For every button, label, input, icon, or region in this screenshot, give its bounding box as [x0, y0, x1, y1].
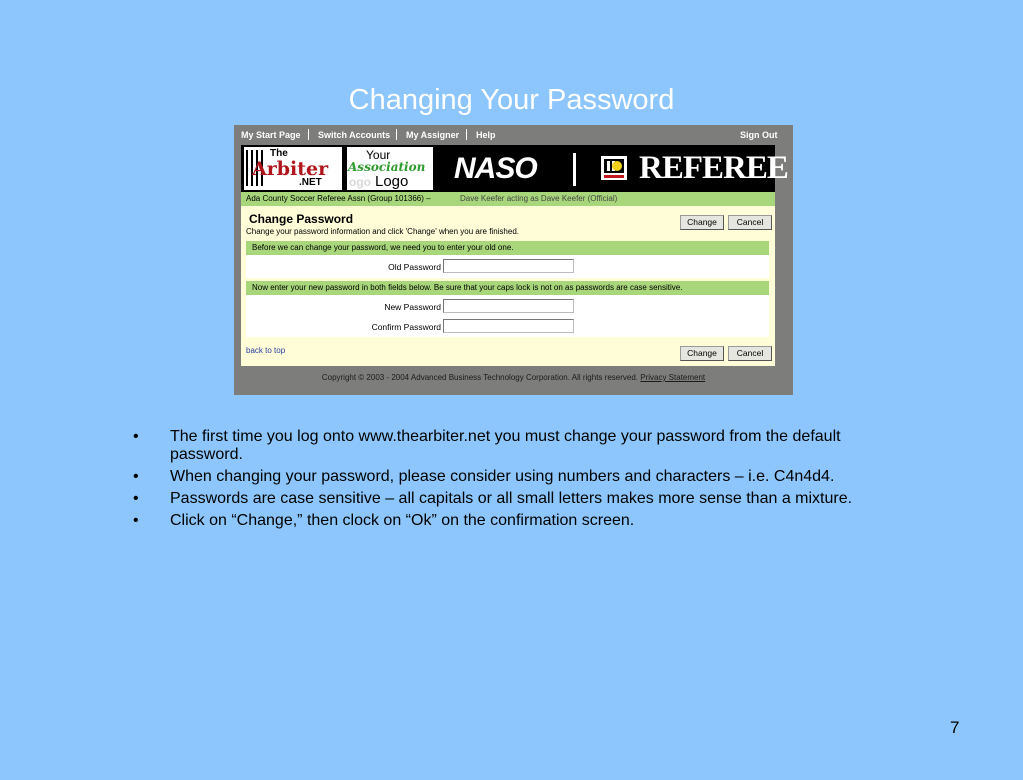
account-bar: [241, 192, 775, 206]
change-button-top[interactable]: Change: [680, 215, 724, 230]
bullet-text: When changing your password, please consider using numbers and characters – i.e. C4n4d4.: [170, 468, 835, 485]
account-acting-as: Dave Keefer acting as Dave Keefer (Official): [460, 194, 618, 203]
association-logo-your: Your: [366, 148, 391, 162]
copyright-text: Copyright © 2003 - 2004 Advanced Business Technology Corporation. All rights reserved.: [321, 373, 638, 382]
nav-my-assigner[interactable]: My Assigner: [406, 130, 460, 140]
arbiter-logo-the: The: [270, 148, 288, 159]
bullet-item: [130, 490, 910, 508]
back-to-top-link[interactable]: back to top: [246, 346, 286, 355]
new-password-input[interactable]: [443, 299, 574, 313]
nav-switch-accounts[interactable]: Switch Accounts: [318, 130, 391, 140]
privacy-statement-link[interactable]: Privacy Statement: [640, 373, 706, 382]
referee-icon: [599, 154, 629, 182]
nav-separator: [396, 129, 397, 140]
nav-help[interactable]: Help: [476, 130, 496, 140]
old-password-label: Old Password: [388, 262, 441, 272]
confirm-password-input[interactable]: [443, 319, 574, 333]
new-password-label: New Password: [384, 302, 441, 312]
nav-separator: [466, 129, 467, 140]
association-logo: [347, 147, 433, 190]
bullet-item: [130, 428, 910, 464]
old-password-notice-text: Before we can change your password, we need you to enter your old one.: [252, 243, 514, 252]
account-org: Ada County Soccer Referee Assn (Group 101366) –: [246, 194, 431, 203]
logo-banner: [241, 145, 788, 192]
change-button-bottom[interactable]: Change: [680, 346, 724, 361]
old-password-notice: [246, 241, 769, 255]
copyright-footer: [234, 373, 793, 382]
arbiter-logo-net: .NET: [299, 177, 322, 188]
page-subtitle: Change your password information and click 'Change' when you are finished.: [246, 227, 519, 236]
new-password-notice-text: Now enter your new password in both fields below. Be sure that your caps lock is not on as passwords are case sensitive.: [252, 283, 683, 292]
page-title: Change Password: [249, 212, 354, 226]
confirm-password-label: Confirm Password: [371, 322, 441, 332]
bullet-text: The first time you log onto www.thearbiter.net you must change your password from the default password.: [170, 428, 841, 463]
association-logo-association: Association: [348, 160, 426, 174]
logo-divider: [573, 153, 576, 186]
old-password-input[interactable]: [443, 259, 574, 273]
screenshot-frame: [234, 125, 793, 395]
new-password-rows: [246, 295, 769, 337]
association-logo-logo: Logo: [375, 173, 409, 190]
bullet-item: [130, 512, 910, 530]
top-nav: [234, 125, 793, 145]
nav-separator: [308, 129, 309, 140]
bullet-icon: •: [133, 468, 139, 485]
bullet-icon: •: [133, 512, 139, 529]
bullet-list: [130, 428, 910, 534]
page-number: 7: [950, 718, 960, 737]
arbiter-logo[interactable]: [244, 147, 342, 190]
nav-sign-out[interactable]: Sign Out: [740, 130, 778, 140]
cancel-button-bottom[interactable]: Cancel: [728, 346, 772, 361]
bullet-icon: •: [133, 490, 139, 507]
new-password-notice: [246, 281, 769, 295]
cancel-button-top[interactable]: Cancel: [728, 215, 772, 230]
old-password-row: [246, 255, 769, 278]
referee-logo: REFEREE: [639, 150, 788, 186]
bullet-icon: •: [133, 428, 139, 445]
nav-my-start-page[interactable]: My Start Page: [241, 130, 301, 140]
bullet-text: Click on “Change,” then clock on “Ok” on the confirmation screen.: [170, 512, 635, 529]
association-logo-watermark: ogo: [349, 175, 371, 189]
bullet-item: [130, 468, 910, 486]
naso-logo: NASO: [454, 152, 537, 185]
arbiter-logo-name: Arbiter: [252, 158, 329, 180]
change-password-panel: [241, 206, 775, 366]
slide-title: Changing Your Password: [348, 84, 675, 116]
bullet-text: Passwords are case sensitive – all capitals or all small letters makes more sense than a mixture.: [170, 490, 853, 507]
